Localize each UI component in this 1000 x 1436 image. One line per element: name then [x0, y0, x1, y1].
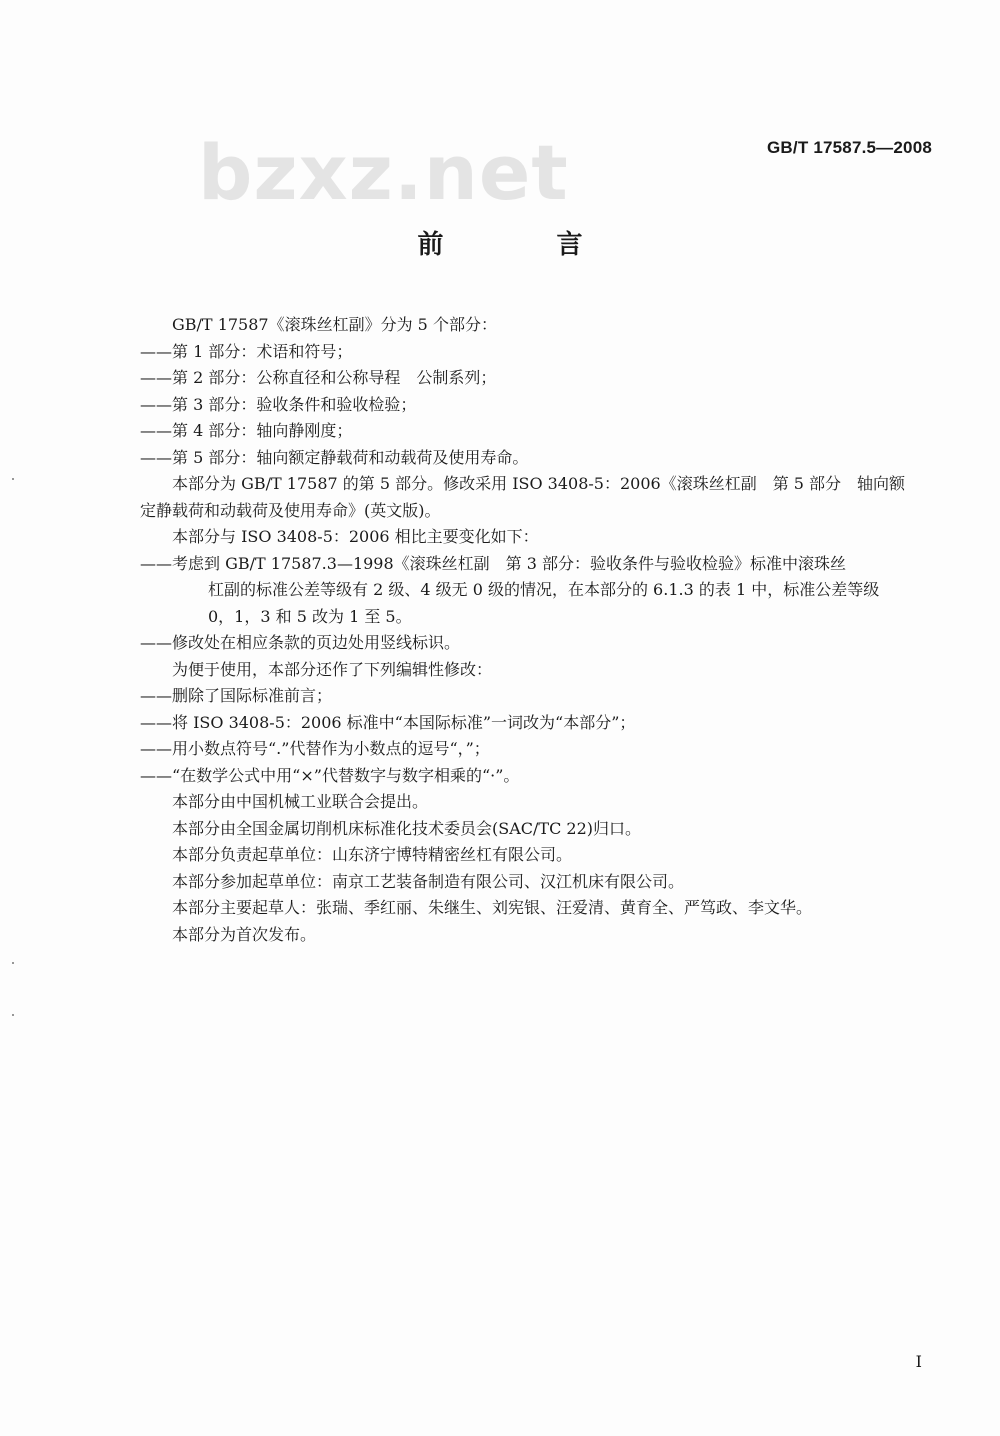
paragraph: 本部分为首次发布。 [172, 924, 317, 944]
paragraph: 为便于使用，本部分还作了下列编辑性修改： [172, 659, 493, 679]
paragraph: 本部分由全国金属切削机床标准化技术委员会(SAC/TC 22)归口。 [172, 818, 641, 838]
list-item: ——将 ISO 3408-5：2006 标准中“本国际标准”一词改为“本部分”； [140, 712, 636, 732]
watermark: bzxz.net [198, 128, 569, 217]
foreword-body [140, 312, 942, 948]
paragraph: 本部分负责起草单位：山东济宁博特精密丝杠有限公司。 [172, 845, 573, 864]
list-item-continuation: 杠副的标准公差等级有 2 级、4 级无 0 级的情况，在本部分的 6.1.3 的表 1 中，标准公差等级 [208, 580, 880, 599]
standard-number: GB/T 17587.5—2008 [767, 138, 932, 157]
paragraph: 本部分主要起草人：张瑞、季红丽、朱继生、刘宪银、汪爱清、黄育全、严笃政、李文华。 [172, 898, 813, 917]
list-item: ——考虑到 GB/T 17587.3—1998《滚珠丝杠副 第 3 部分：验收条件与验收检验》标准中滚珠丝 [140, 553, 847, 573]
paragraph: 本部分由中国机械工业联合会提出。 [172, 792, 429, 811]
paragraph: 本部分参加起草单位：南京工艺装备制造有限公司、汉江机床有限公司。 [172, 871, 685, 891]
paragraph: 本部分为 GB/T 17587 的第 5 部分。修改采用 ISO 3408-5：2006《滚珠丝杠副 第 5 部分 轴向额 [172, 474, 906, 493]
paragraph: 本部分与 ISO 3408-5：2006 相比主要变化如下： [172, 527, 539, 546]
list-item: ——修改处在相应条款的页边处用竖线标识。 [140, 633, 461, 652]
list-item: ——第 2 部分：公称直径和公称导程 公制系列； [140, 368, 497, 387]
list-item: ——删除了国际标准前言； [140, 686, 333, 705]
margin-mark [12, 1014, 14, 1016]
list-item-continuation: 0，1，3 和 5 改为 1 至 5。 [208, 606, 412, 626]
page-title: 前 言 [417, 230, 635, 260]
page-number: I [915, 1352, 922, 1371]
paragraph-continuation: 定静载荷和动载荷及使用寿命》(英文版)。 [140, 500, 441, 520]
margin-mark [12, 962, 14, 964]
list-item: ——第 4 部分：轴向静刚度； [140, 421, 353, 440]
list-item: ——“在数学公式中用“×”代替数字与数字相乘的“·”。 [140, 765, 520, 785]
margin-mark [12, 478, 14, 480]
list-item: ——第 3 部分：验收条件和验收检验； [140, 394, 417, 414]
list-item: ——第 5 部分：轴向额定静载荷和动载荷及使用寿命。 [140, 447, 529, 467]
list-item: ——用小数点符号“.”代替作为小数点的逗号“，”； [140, 739, 490, 758]
list-item: ——第 1 部分：术语和符号； [140, 341, 353, 361]
paragraph: GB/T 17587《滚珠丝杠副》分为 5 个部分： [172, 315, 497, 334]
